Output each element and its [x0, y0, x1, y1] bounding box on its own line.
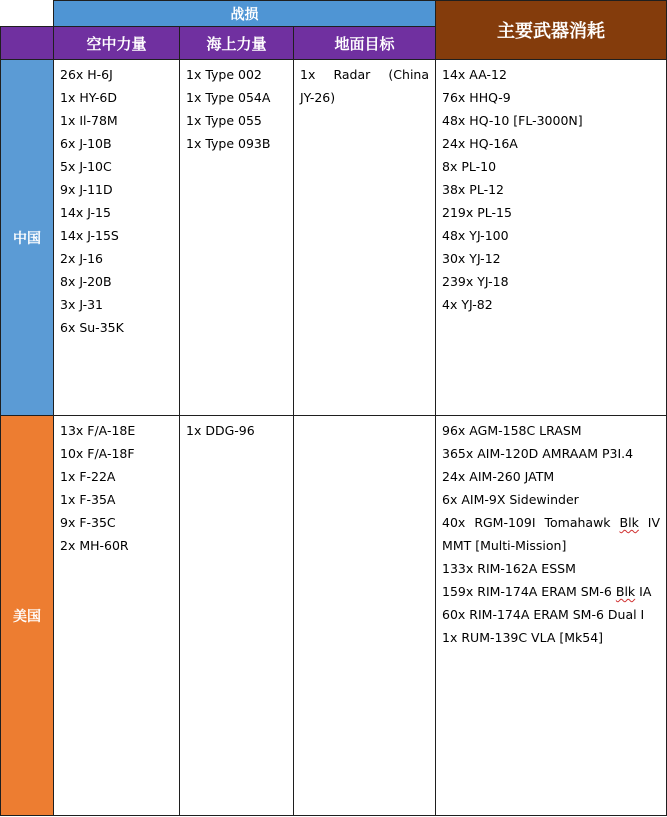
china-weapons-consumed — [436, 60, 667, 416]
list-item: 1x DDG-96 — [186, 423, 255, 438]
tomahawk-name: Tomahawk — [544, 515, 611, 530]
usa-naval-losses — [180, 416, 294, 816]
list-item: 6x J-10B — [60, 136, 112, 151]
list-item: 1x RUM-139C VLA [Mk54] — [442, 630, 604, 645]
list-item: 30x YJ-12 — [442, 251, 501, 266]
tomahawk-block-number: IV — [647, 515, 661, 530]
usa-row-label: 美国 — [1, 416, 54, 816]
list-item: 48x YJ-100 — [442, 228, 509, 243]
list-item: 76x HHQ-9 — [442, 90, 511, 105]
list-item: 239x YJ-18 — [442, 274, 509, 289]
list-item: 133x RIM-162A ESSM — [442, 561, 576, 576]
china-ground-losses — [294, 60, 436, 416]
corner-cell-top — [1, 1, 54, 27]
corner-cell — [1, 27, 54, 60]
list-item: 14x J-15 — [60, 205, 111, 220]
list-item: 1x Il-78M — [60, 113, 118, 128]
list-item: 1x HY-6D — [60, 90, 117, 105]
list-item: 96x AGM-158C LRASM — [442, 423, 582, 438]
ground-targets-header: 地面目标 — [294, 27, 436, 60]
list-item: 48x HQ-10 [FL-3000N] — [442, 113, 583, 128]
list-item: 6x Su-35K — [60, 320, 124, 335]
list-item — [300, 63, 429, 86]
list-item: 24x AIM-260 JATM — [442, 469, 555, 484]
list-item — [442, 580, 660, 603]
sm6-suffix: IA — [639, 584, 652, 599]
list-item: 24x HQ-16A — [442, 136, 518, 151]
list-item: 2x MH-60R — [60, 538, 129, 553]
list-item: 1x Type 002 — [186, 67, 262, 82]
list-item — [442, 511, 660, 534]
list-item: 13x F/A-18E — [60, 423, 136, 438]
list-item: 9x J-11D — [60, 182, 113, 197]
list-item: 3x J-31 — [60, 297, 103, 312]
tomahawk-model: RGM-109I — [474, 515, 536, 530]
list-item: 8x J-20B — [60, 274, 112, 289]
usa-ground-losses — [294, 416, 436, 816]
air-power-header: 空中力量 — [54, 27, 180, 60]
china-naval-losses — [180, 60, 294, 416]
list-item-continued: MMT [Multi-Mission] — [442, 538, 567, 553]
china-row-label: 中国 — [1, 60, 54, 416]
naval-power-header: 海上力量 — [180, 27, 294, 60]
radar-count: 1x — [300, 67, 316, 82]
list-item: 38x PL-12 — [442, 182, 505, 197]
china-air-losses — [54, 60, 180, 416]
list-item: 9x F-35C — [60, 515, 116, 530]
sm6-block: Blk — [615, 584, 636, 599]
tomahawk-block: Blk — [619, 515, 639, 530]
list-item: 14x J-15S — [60, 228, 119, 243]
list-item: 1x Type 054A — [186, 90, 271, 105]
list-item: 4x YJ-82 — [442, 297, 493, 312]
list-item: 26x H-6J — [60, 67, 113, 82]
list-item: 2x J-16 — [60, 251, 103, 266]
list-item: 1x F-35A — [60, 492, 116, 507]
list-item: 8x PL-10 — [442, 159, 497, 174]
usa-weapons-consumed — [436, 416, 667, 816]
list-item: 14x AA-12 — [442, 67, 507, 82]
list-item: 1x F-22A — [60, 469, 116, 484]
weapons-header: 主要武器消耗 — [436, 1, 667, 60]
list-item: 5x J-10C — [60, 159, 112, 174]
tomahawk-count: 40x — [442, 515, 466, 530]
list-item: 60x RIM-174A ERAM SM-6 Dual I — [442, 607, 645, 622]
list-item: 10x F/A-18F — [60, 446, 135, 461]
sm6-prefix: 159x RIM-174A ERAM SM-6 — [442, 584, 612, 599]
list-item: 6x AIM-9X Sidewinder — [442, 492, 579, 507]
list-item: 219x PL-15 — [442, 205, 512, 220]
usa-air-losses — [54, 416, 180, 816]
list-item: 1x Type 055 — [186, 113, 262, 128]
list-item: 1x Type 093B — [186, 136, 271, 151]
radar-word: Radar — [333, 67, 371, 82]
list-item-continued: JY-26) — [300, 90, 336, 105]
losses-header: 战损 — [54, 1, 436, 27]
radar-origin: (China — [388, 67, 430, 82]
list-item: 365x AIM-120D AMRAAM P3I.4 — [442, 446, 634, 461]
